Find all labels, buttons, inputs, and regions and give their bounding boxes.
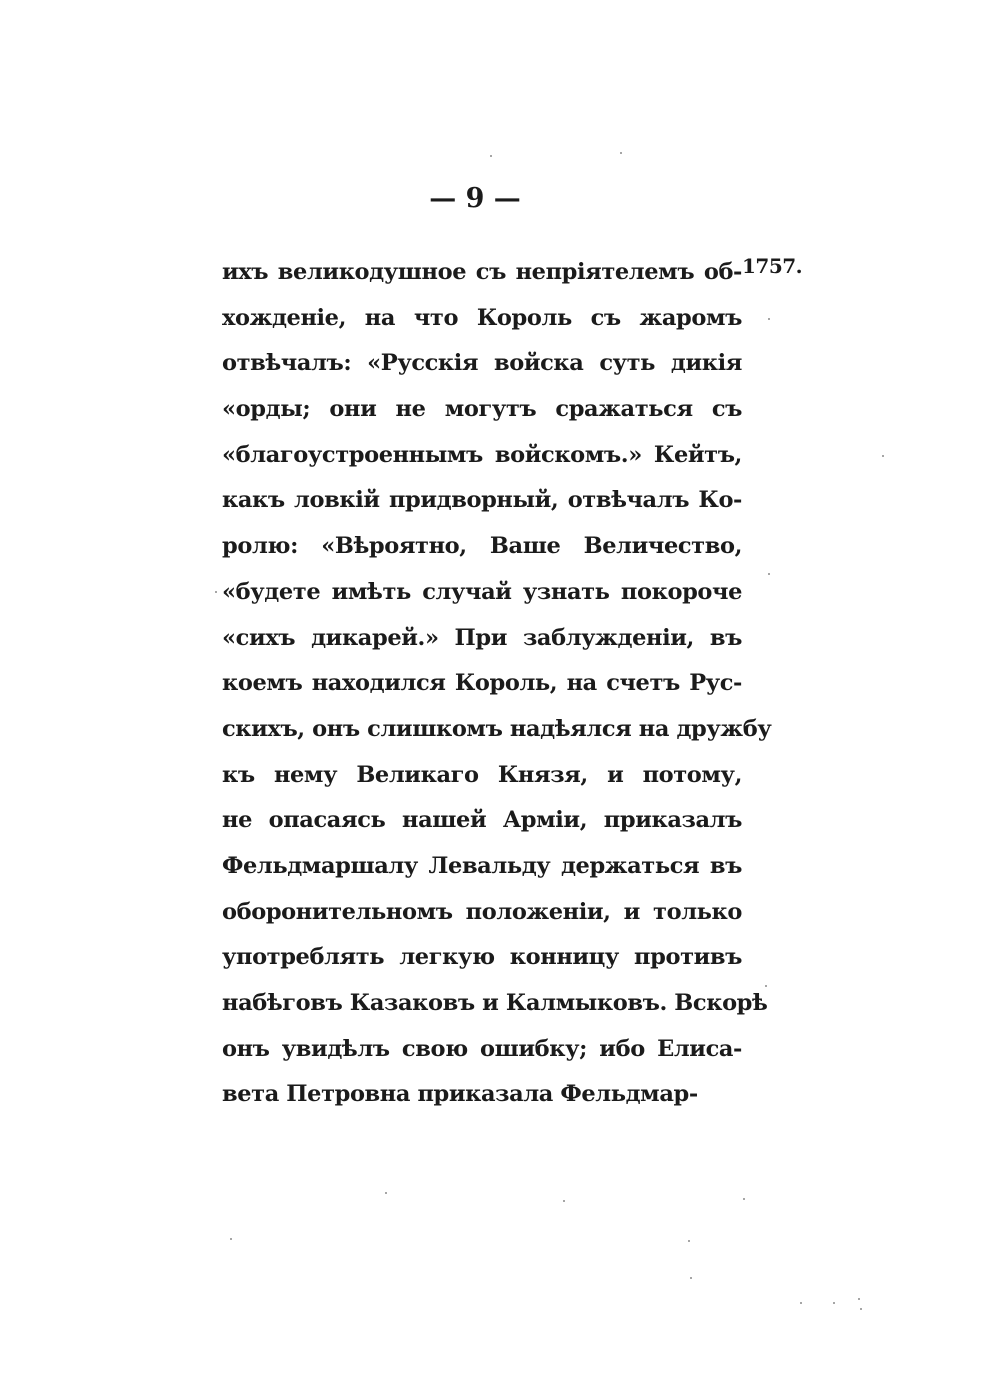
page-number: — 9 — bbox=[429, 183, 521, 214]
scan-speck bbox=[690, 1277, 692, 1279]
text-line: набѣговъ Казаковъ и Калмыковъ. Вскорѣ bbox=[222, 990, 768, 1016]
margin-year-note: 1757. bbox=[742, 254, 803, 278]
scan-speck bbox=[765, 985, 767, 987]
text-line: «орды; они не могутъ сражаться съ bbox=[222, 396, 742, 423]
text-line: какъ ловкій придворный, отвѣчалъ Ко- bbox=[222, 487, 742, 514]
scan-speck bbox=[385, 1192, 387, 1194]
text-line: «благоустроеннымъ войскомъ.» Кейтъ, bbox=[222, 441, 742, 468]
text-line: не опасаясь нашей Арміи, приказалъ bbox=[222, 807, 742, 834]
text-line: ролю: «Вѣроятно, Ваше Величество, bbox=[222, 533, 742, 560]
text-line: хожденіе, на что Король съ жаромъ bbox=[222, 304, 742, 331]
text-line: оборонительномъ положеніи, и только bbox=[222, 898, 742, 925]
text-line: употреблять легкую конницу противъ bbox=[222, 944, 742, 971]
text-line: «сихъ дикарей.» При заблужденіи, въ bbox=[222, 624, 742, 651]
text-line: «будете имѣть случай узнать покороче bbox=[222, 578, 742, 605]
scan-speck bbox=[858, 1298, 860, 1300]
text-line: скихъ, онъ слишкомъ надѣялся на дружбу bbox=[222, 715, 772, 742]
text-line: отвѣчалъ: «Русскія войска суть дикія bbox=[222, 350, 742, 377]
scan-speck bbox=[833, 1302, 835, 1304]
scan-speck bbox=[490, 155, 492, 157]
text-line: вета Петровна приказала Фельдмар- bbox=[222, 1081, 698, 1108]
text-line: Фельдмаршалу Левальду держаться въ bbox=[222, 852, 742, 879]
text-line: ихъ великодушное съ непріятелемъ об- bbox=[222, 259, 742, 285]
scan-speck bbox=[230, 1238, 232, 1240]
scan-speck bbox=[860, 1308, 862, 1310]
text-line: къ нему Великаго Князя, и потому, bbox=[222, 761, 742, 788]
scan-speck bbox=[215, 591, 217, 593]
text-line: коемъ находился Король, на счетъ Рус- bbox=[222, 670, 742, 697]
scan-speck bbox=[768, 573, 770, 575]
scan-speck bbox=[882, 455, 884, 457]
scan-speck bbox=[768, 318, 770, 320]
scan-speck bbox=[743, 1198, 745, 1200]
scan-speck bbox=[688, 1240, 690, 1242]
text-line: онъ увидѣлъ свою ошибку; ибо Елиса- bbox=[222, 1035, 742, 1062]
scan-speck bbox=[800, 1302, 802, 1304]
body-text bbox=[222, 250, 772, 1118]
scan-speck bbox=[620, 152, 622, 154]
scan-speck bbox=[563, 1200, 565, 1202]
